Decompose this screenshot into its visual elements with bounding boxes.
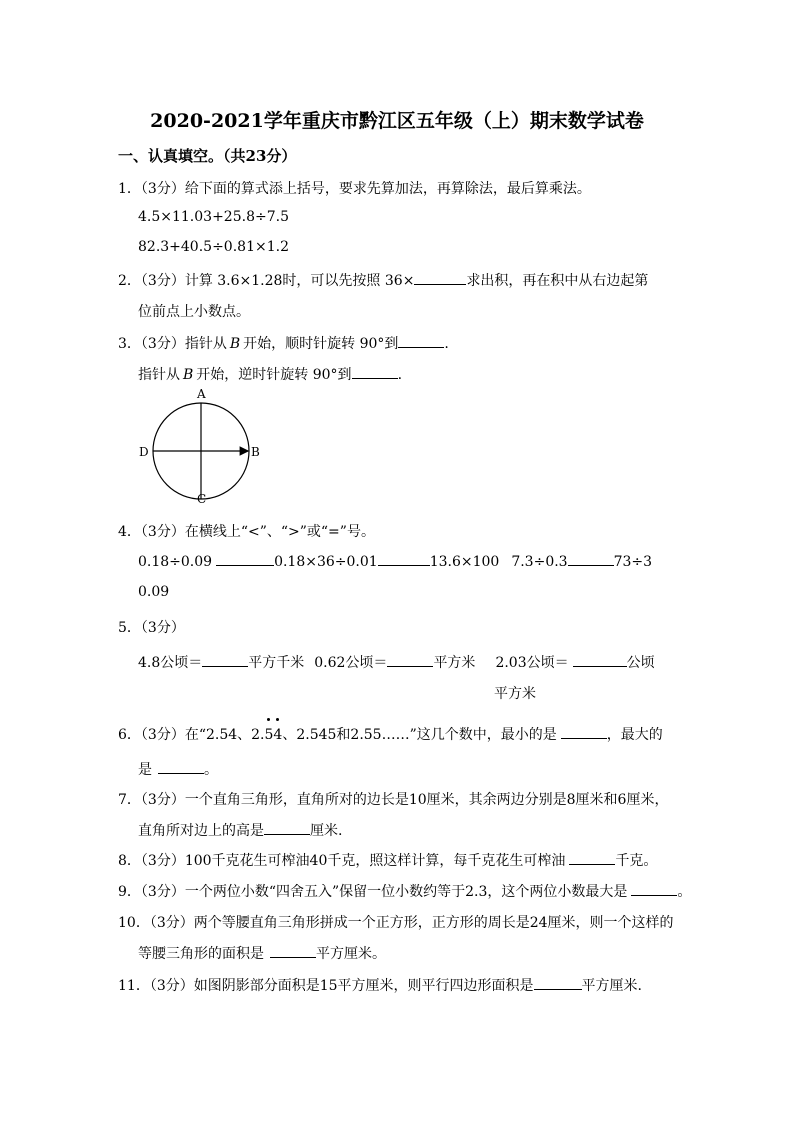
q7-text-2: 直角所对边上的高是 (138, 823, 264, 839)
q7-line-2 (138, 820, 342, 840)
q3-text-5: 开始，逆时针旋转 90°到 (196, 367, 352, 383)
repeat-dot (276, 718, 279, 721)
answer-blank[interactable] (216, 553, 274, 566)
q6-text-3: ，最大的 (606, 727, 663, 743)
label-c: C (197, 492, 207, 504)
answer-blank[interactable] (573, 654, 627, 667)
question-11 (118, 975, 642, 995)
section-heading: 一、认真填空。（共23分） (118, 147, 297, 165)
q5-expr-c: 2.03公顷＝ (495, 655, 569, 671)
repeat-dot (267, 718, 270, 721)
question-10: 10．（3分）两个等腰直角三角形拼成一个正方形，正方形的周长是24厘米，则一个这样的 (118, 915, 674, 931)
q2-text-1: 2．（3分）计算 3.6×1.28时，可以先按照 36× (118, 273, 415, 289)
answer-blank[interactable] (378, 553, 430, 566)
q1-expression-2: 82.3+40.5÷0.81×1.2 (138, 239, 289, 255)
question-7: 7．（3分）一个直角三角形，直角所对的边长是10厘米，其余两边分别是8厘米和6厘米， (118, 792, 669, 808)
question-8 (118, 850, 657, 870)
answer-blank[interactable] (387, 654, 433, 667)
q3-text-2: 开始，顺时针旋转 90°到 (243, 336, 399, 352)
question-6 (118, 724, 663, 744)
q3-text-1: 3．（3分）指针从 (118, 336, 227, 352)
q3-text-4: 指针从 (138, 367, 180, 383)
q6-text-5: 。 (204, 762, 218, 778)
q1-expression-1: 4.5×11.03+25.8÷7.5 (138, 209, 289, 225)
q4-expr-c: 13.6×100 (429, 554, 500, 570)
q9-text-2: 。 (677, 884, 692, 900)
q5-unit-c: 公顷 (626, 655, 655, 671)
question-3 (118, 333, 449, 353)
answer-blank[interactable] (631, 883, 677, 896)
q10-line-2 (138, 943, 386, 963)
q4-comparisons (138, 553, 652, 570)
q4-expr-d: 7.3÷0.3 (511, 554, 568, 570)
question-5: 5．（3分） (118, 620, 185, 636)
q11-text-2: 平方厘米. (581, 978, 642, 994)
repeating-decimal (265, 727, 283, 743)
q9-text-1: 9．（3分）一个两位小数“四舍五入”保留一位小数约等于2.3，这个两位小数最大是 (118, 884, 628, 900)
q5-conversions (138, 652, 655, 672)
question-9 (118, 881, 691, 901)
q7-text-3: 厘米. (310, 823, 343, 839)
label-b: B (251, 445, 260, 459)
repeating-digits: 54 (264, 727, 283, 743)
answer-blank[interactable] (158, 761, 204, 774)
q6-text-4: 是 (138, 762, 152, 778)
label-a: A (197, 387, 206, 401)
question-4: 4．（3分）在横线上“<”、“>”或“=”号。 (118, 524, 375, 540)
answer-blank[interactable] (270, 945, 316, 958)
answer-blank[interactable] (352, 366, 398, 379)
q5-unit-c2: 平方米 (494, 686, 536, 702)
q5-unit-a: 平方千米 (248, 655, 305, 671)
q6-text-1: 6．（3分）在“2.54、2. (118, 727, 265, 743)
q5-expr-a: 4.8公顷＝ (138, 655, 203, 671)
answer-blank[interactable] (561, 726, 607, 739)
clock-diagram (132, 386, 272, 504)
q6-text-2: 、2.545和2.55……”这几个数中，最小的是 (282, 727, 557, 743)
q8-text-2: 千克。 (615, 853, 658, 869)
answer-blank[interactable] (264, 822, 310, 835)
q10-text-3: 平方厘米。 (316, 946, 386, 962)
answer-blank[interactable] (202, 654, 248, 667)
q5-expr-b: 0.62公顷＝ (314, 655, 388, 671)
q2-text-2: 求出积，再在积中从右边起第 (466, 273, 649, 289)
q3-letter: B (229, 336, 241, 352)
answer-blank[interactable] (398, 335, 444, 348)
q4-expr-b: 0.18×36÷0.01 (274, 554, 378, 570)
q6-line-2 (138, 759, 218, 779)
q3-letter: B (183, 367, 194, 383)
q3-line-2 (138, 364, 402, 384)
q4-expr-a: 0.18÷0.09 (138, 554, 213, 570)
q3-text-6: . (397, 367, 403, 383)
question-2 (118, 270, 648, 290)
label-d: D (139, 445, 149, 459)
q3-text-3: . (444, 336, 449, 352)
question-1: 1．（3分）给下面的算式添上括号，要求先算加法，再算除法，最后算乘法。 (118, 181, 591, 197)
q11-text-1: 11．（3分）如图阴影部分面积是15平方厘米，则平行四边形面积是 (118, 978, 534, 994)
q5-unit-b: 平方米 (433, 655, 476, 671)
q2-line-2: 位前点上小数点。 (138, 304, 250, 320)
q4-expr-e: 73÷3 (613, 554, 653, 570)
answer-blank[interactable] (534, 977, 582, 990)
page-title: 2020-2021学年重庆市黔江区五年级（上）期末数学试卷 (150, 110, 644, 132)
q10-text-2: 等腰三角形的面积是 (138, 946, 264, 962)
answer-blank[interactable] (569, 852, 615, 865)
q4-expr-f: 0.09 (138, 584, 170, 600)
answer-blank[interactable] (414, 272, 466, 285)
q8-text-1: 8．（3分）100千克花生可榨油40千克，照这样计算，每千克花生可榨油 (118, 853, 566, 869)
answer-blank[interactable] (568, 553, 614, 566)
